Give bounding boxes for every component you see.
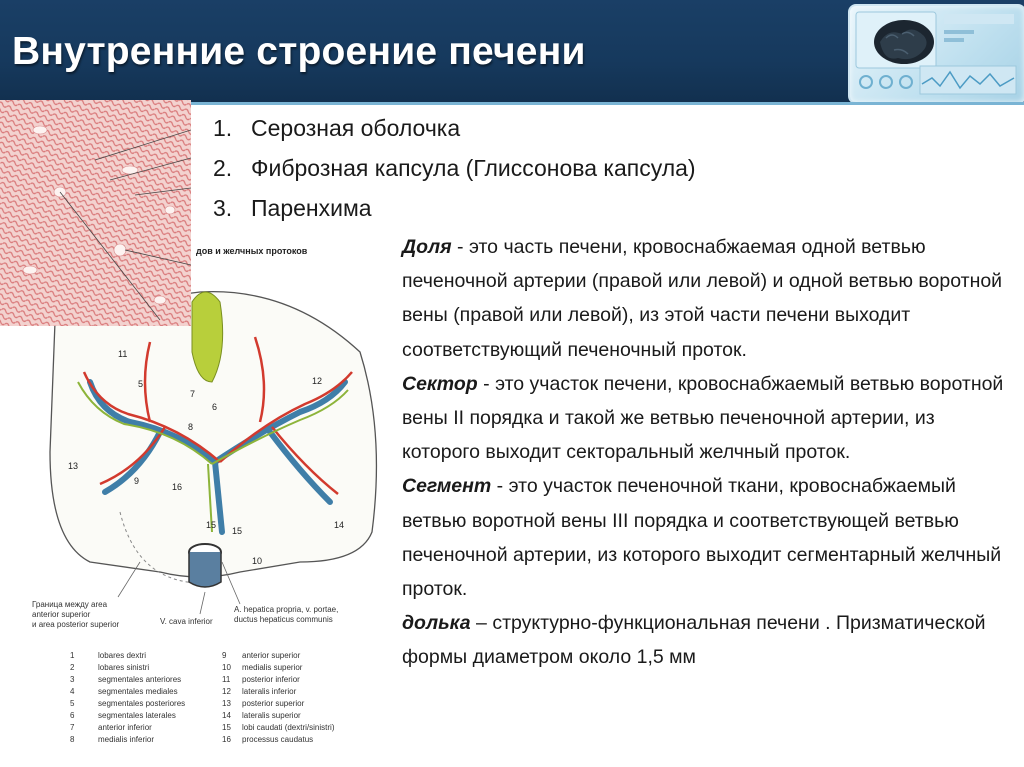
svg-text:16: 16 xyxy=(222,735,231,744)
list-item: 3. Паренхима xyxy=(213,195,372,221)
svg-text:segmentales mediales: segmentales mediales xyxy=(98,687,178,696)
definition-lobe: Доля - это часть печени, кровоснабжаемая одной ветвью печеночной артерии (правой или левой) и одной ветвью воротной вены (правой или левой), из этой части печени выходит соответствующий печеночный проток. xyxy=(402,236,1003,361)
vena-cava xyxy=(189,552,221,587)
svg-text:5: 5 xyxy=(138,379,144,389)
svg-text:15: 15 xyxy=(206,520,217,530)
svg-text:segmentales posteriores: segmentales posteriores xyxy=(98,699,186,708)
title-bar xyxy=(0,0,1024,102)
svg-text:segmentales anteriores: segmentales anteriores xyxy=(98,675,182,684)
svg-text:13: 13 xyxy=(68,461,79,471)
svg-text:9: 9 xyxy=(222,651,227,660)
svg-text:Граница между area: Граница между area xyxy=(32,600,108,609)
svg-text:10: 10 xyxy=(252,556,263,566)
svg-text:anterior superior: anterior superior xyxy=(242,651,301,660)
svg-text:lobares sinistri: lobares sinistri xyxy=(98,663,150,672)
slide-title: Внутренние строение печени xyxy=(12,30,586,73)
svg-text:2: 2 xyxy=(70,663,75,672)
svg-text:A. hepatica propria, v. portae: A. hepatica propria, v. portae, xyxy=(234,605,339,614)
svg-text:lateralis superior: lateralis superior xyxy=(242,711,301,720)
svg-text:6: 6 xyxy=(70,711,75,720)
svg-text:segmentales laterales: segmentales laterales xyxy=(98,711,176,720)
svg-text:8: 8 xyxy=(70,735,75,744)
list-item: 1. Серозная оболочка xyxy=(213,115,461,141)
list-item: 2. Фиброзная капсула (Глиссонова капсула) xyxy=(213,155,696,181)
structure-list xyxy=(213,110,696,230)
svg-text:11: 11 xyxy=(118,349,128,359)
svg-text:anterior inferior: anterior inferior xyxy=(98,723,152,732)
svg-text:4: 4 xyxy=(70,687,75,696)
svg-text:16: 16 xyxy=(172,482,183,492)
svg-text:9: 9 xyxy=(134,476,140,486)
svg-text:5: 5 xyxy=(70,699,75,708)
svg-text:15: 15 xyxy=(222,723,231,732)
svg-text:6: 6 xyxy=(212,402,218,412)
brain-decoration xyxy=(848,4,1024,104)
svg-text:13: 13 xyxy=(222,699,231,708)
svg-text:12: 12 xyxy=(312,376,323,386)
svg-text:15: 15 xyxy=(232,526,243,536)
svg-text:medialis superior: medialis superior xyxy=(242,663,303,672)
svg-text:и area posterior superior: и area posterior superior xyxy=(32,620,120,629)
svg-text:7: 7 xyxy=(190,389,196,399)
vena-cava-label: V. cava inferior xyxy=(160,617,213,626)
svg-text:lobi caudati (dextri/sinistri): lobi caudati (dextri/sinistri) xyxy=(242,723,335,732)
diagram-caption: дов и желчных протоков xyxy=(196,246,308,256)
svg-text:11: 11 xyxy=(222,675,231,684)
svg-text:lobares dextri: lobares dextri xyxy=(98,651,147,660)
histology-image xyxy=(0,100,191,326)
svg-text:posterior inferior: posterior inferior xyxy=(242,675,300,684)
svg-text:3: 3 xyxy=(70,675,75,684)
definition-lobule: долька – структурно-функциональная печени . Призматической формы диаметром около 1,5 мм xyxy=(402,612,986,669)
svg-text:posterior superior: posterior superior xyxy=(242,699,305,708)
svg-text:anterior superior: anterior superior xyxy=(32,610,91,619)
definitions xyxy=(402,230,1014,675)
definition-segment: Сегмент - это участок печеночной ткани, кровоснабжаемый ветвью воротной вены III порядка и соответствующей ветвью печеночной артерии, из которого выходит сегментарный желчный проток. xyxy=(402,475,1002,601)
svg-text:7: 7 xyxy=(70,723,75,732)
svg-text:ductus hepaticus communis: ductus hepaticus communis xyxy=(234,615,333,624)
svg-text:medialis inferior: medialis inferior xyxy=(98,735,155,744)
svg-text:14: 14 xyxy=(222,711,231,720)
gallbladder xyxy=(192,292,223,382)
svg-text:processus caudatus: processus caudatus xyxy=(242,735,314,744)
definition-sector: Сектор - это участок печени, кровоснабжаемый ветвью воротной вены II порядка и такой же ветвью печеночной артерии, из которого выходит секторальный желчный проток. xyxy=(402,372,1004,464)
svg-text:14: 14 xyxy=(334,520,345,530)
brain-icon xyxy=(850,6,1024,102)
svg-text:10: 10 xyxy=(222,663,231,672)
svg-text:1: 1 xyxy=(70,651,75,660)
svg-text:8: 8 xyxy=(188,422,194,432)
svg-text:lateralis inferior: lateralis inferior xyxy=(242,687,297,696)
svg-text:12: 12 xyxy=(222,687,231,696)
